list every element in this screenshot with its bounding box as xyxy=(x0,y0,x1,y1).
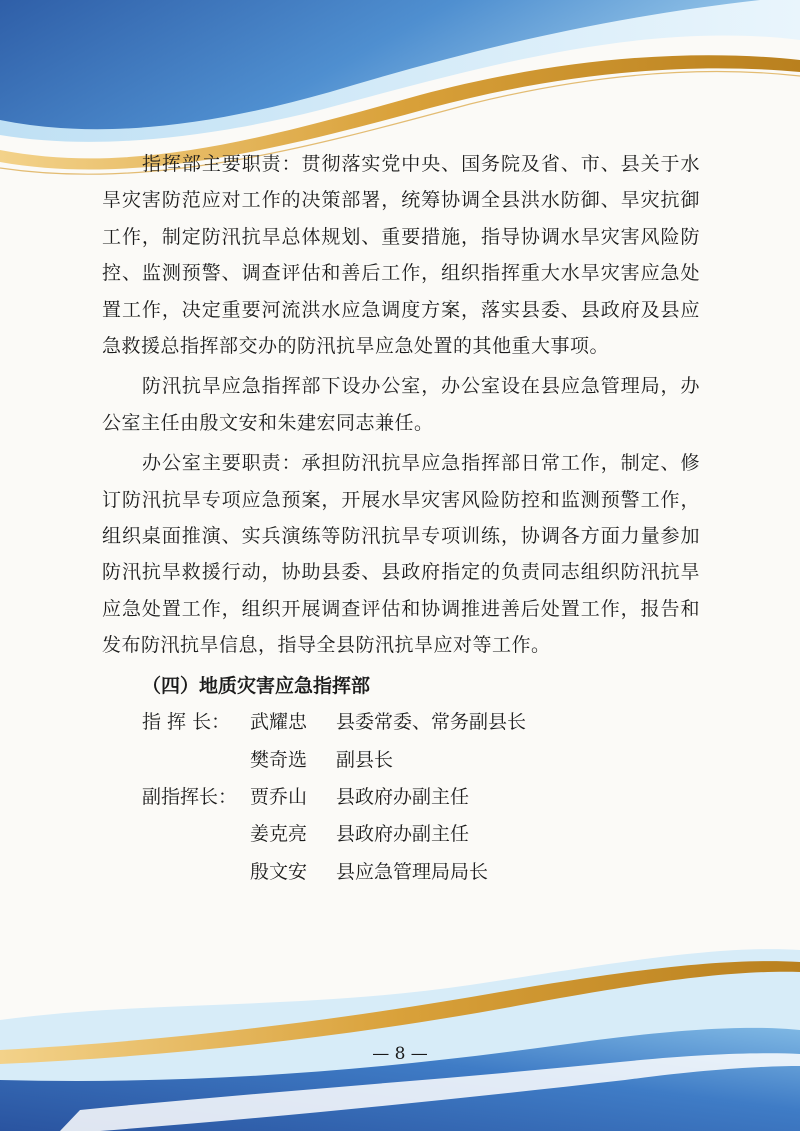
roster-position: 副县长 xyxy=(336,748,394,771)
roster-name: 姜克亮 xyxy=(250,823,308,846)
paragraph-office-duties: 办公室主要职责：承担防汛抗旱应急指挥部日常工作，制定、修订防汛抗旱专项应急预案，开展水旱灾害风险防控和监测预警工作，组织桌面推演、实兵演练等防汛抗旱专项训练，协调各方面力量参加防汛抗旱救援行动，协助县委、县政府指定的负责同志组织防汛抗旱应急处置工作，组织开展调查评估和协调推进善后处置工作，报告和发布防汛抗旱信息，指导全县防汛抗旱应对等工作。 xyxy=(102,452,700,657)
section-heading: （四）地质灾害应急指挥部 xyxy=(142,674,371,697)
roster-name: 武耀忠 xyxy=(250,711,308,734)
roster-row xyxy=(142,779,700,816)
roster-role xyxy=(142,816,250,853)
paragraph-office-setup: 防汛抗旱应急指挥部下设办公室，办公室设在县应急管理局，办公室主任由殷文安和朱建宏同志兼任。 xyxy=(102,375,700,434)
roster-row xyxy=(142,854,700,891)
personnel-roster xyxy=(102,704,700,891)
roster-role xyxy=(142,742,250,779)
roster-position: 县政府办副主任 xyxy=(336,823,470,846)
roster-row xyxy=(142,816,700,853)
roster-name: 殷文安 xyxy=(250,860,308,883)
roster-name: 贾乔山 xyxy=(250,785,308,808)
roster-role: 副指挥长： xyxy=(142,785,238,808)
roster-position: 县政府办副主任 xyxy=(336,785,470,808)
roster-role: 指 挥 长： xyxy=(142,711,231,734)
roster-row xyxy=(142,704,700,741)
roster-position: 县应急管理局局长 xyxy=(336,860,489,883)
document-body xyxy=(102,146,700,891)
page-number: — 8 — xyxy=(372,1044,428,1064)
roster-row xyxy=(142,742,700,779)
roster-role xyxy=(142,854,250,891)
paragraph-hq-duties: 指挥部主要职责：贯彻落实党中央、国务院及省、市、县关于水旱灾害防范应对工作的决策部署，统筹协调全县洪水防御、旱灾抗御工作，制定防汛抗旱总体规划、重要措施，指导协调水旱灾害风险防控、监测预警、调查评估和善后工作，组织指挥重大水旱灾害应急处置工作，决定重要河流洪水应急调度方案，落实县委、县政府及县应急救援总指挥部交办的防汛抗旱应急处置的其他重大事项。 xyxy=(102,153,700,358)
roster-position: 县委常委、常务副县长 xyxy=(336,711,527,734)
roster-name: 樊奇选 xyxy=(250,748,308,771)
